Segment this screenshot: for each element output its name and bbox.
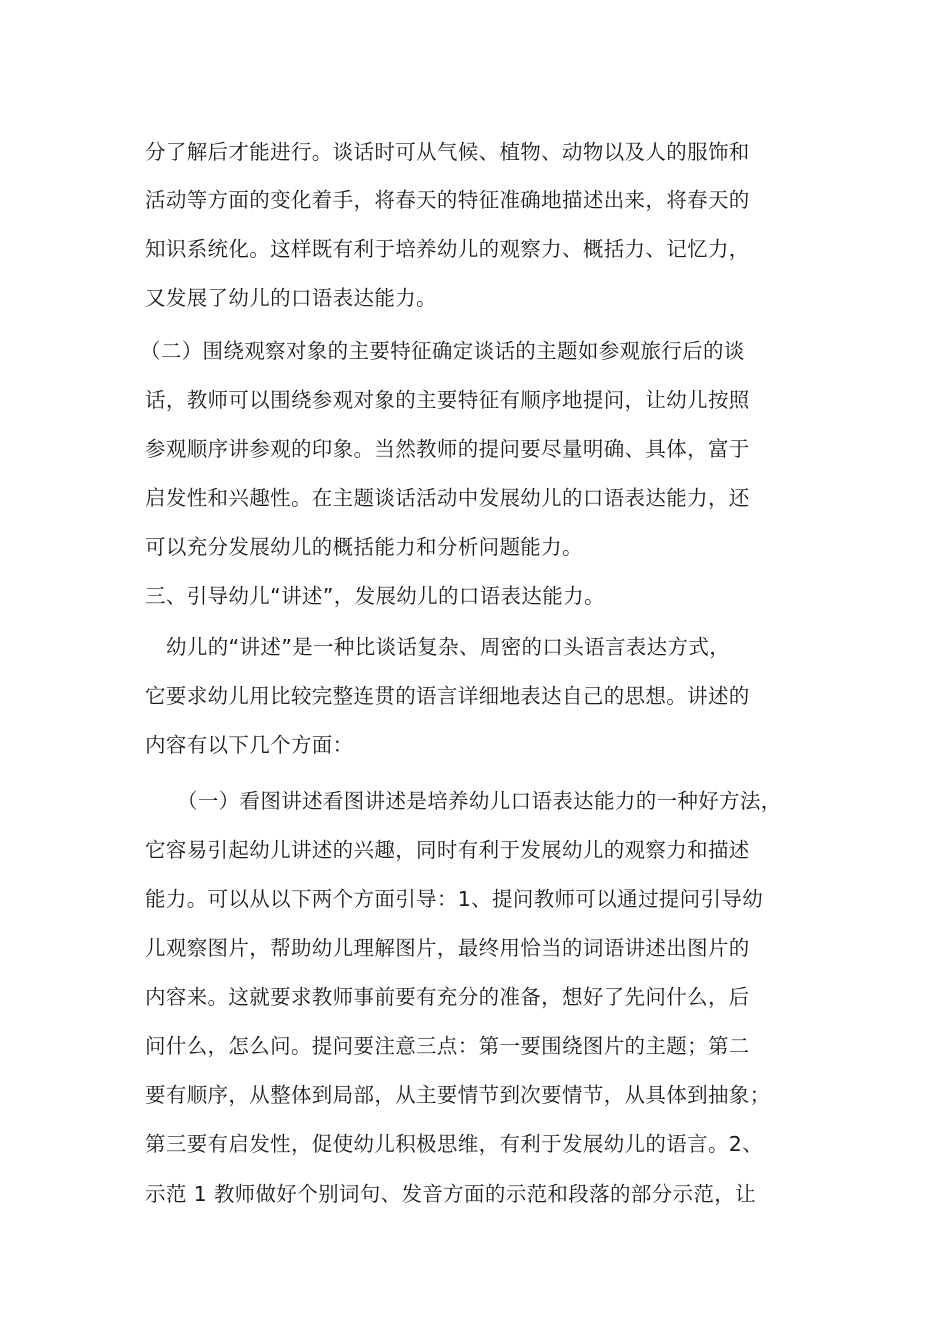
text-line: 幼儿的“讲述”是一种比谈话复杂、周密的口头语言表达方式， bbox=[166, 635, 731, 659]
text-line: 要有顺序，从整体到局部，从主要情节到次要情节，从具体到抽象； bbox=[145, 1083, 771, 1107]
text-line: 能力。可以从以下两个方面引导：1、提问教师可以通过提问引导幼 bbox=[145, 887, 764, 911]
text-line: 儿观察图片，帮助幼儿理解图片，最终用恰当的词语讲述出图片的 bbox=[145, 936, 750, 960]
text-line: 内容来。这就要求教师事前要有充分的准备，想好了先问什么，后 bbox=[145, 985, 750, 1009]
text-line: 问什么，怎么问。提问要注意三点：第一要围绕图片的主题；第二 bbox=[145, 1034, 750, 1058]
text-line: 分了解后才能进行。谈话时可从气候、植物、动物以及人的服饰和 bbox=[145, 140, 750, 164]
text-line: 知识系统化。这样既有利于培养幼儿的观察力、概括力、记忆力， bbox=[145, 237, 750, 261]
section-heading: 三、引导幼儿“讲述”，发展幼儿的口语表达能力。 bbox=[145, 584, 605, 608]
text-line: （一）看图讲述看图讲述是培养幼儿口语表达能力的一种好方法， bbox=[177, 789, 782, 813]
text-line: 又发展了幼儿的口语表达能力。 bbox=[145, 286, 437, 310]
text-line: 可以充分发展幼儿的概括能力和分析问题能力。 bbox=[145, 535, 583, 559]
text-line: 参观顺序讲参观的印象。当然教师的提问要尽量明确、具体，富于 bbox=[145, 437, 750, 461]
text-line: 活动等方面的变化着手，将春天的特征准确地描述出来，将春天的 bbox=[145, 188, 750, 212]
text-line: （二）围绕观察对象的主要特征确定谈话的主题如参观旅行后的谈 bbox=[140, 339, 745, 363]
text-line: 示范 1 教师做好个别词句、发音方面的示范和段落的部分示范，让 bbox=[145, 1182, 756, 1206]
text-line: 内容有以下几个方面： bbox=[145, 733, 354, 757]
text-line: 第三要有启发性，促使幼儿积极思维，有利于发展幼儿的语言。2、 bbox=[145, 1132, 764, 1156]
text-line: 它要求幼儿用比较完整连贯的语言详细地表达自己的思想。讲述的 bbox=[145, 684, 750, 708]
text-line: 启发性和兴趣性。在主题谈话活动中发展幼儿的口语表达能力，还 bbox=[145, 486, 750, 510]
text-line: 话，教师可以围绕参观对象的主要特征有顺序地提问，让幼儿按照 bbox=[145, 388, 750, 412]
text-line: 它容易引起幼儿讲述的兴趣，同时有利于发展幼儿的观察力和描述 bbox=[145, 838, 750, 862]
